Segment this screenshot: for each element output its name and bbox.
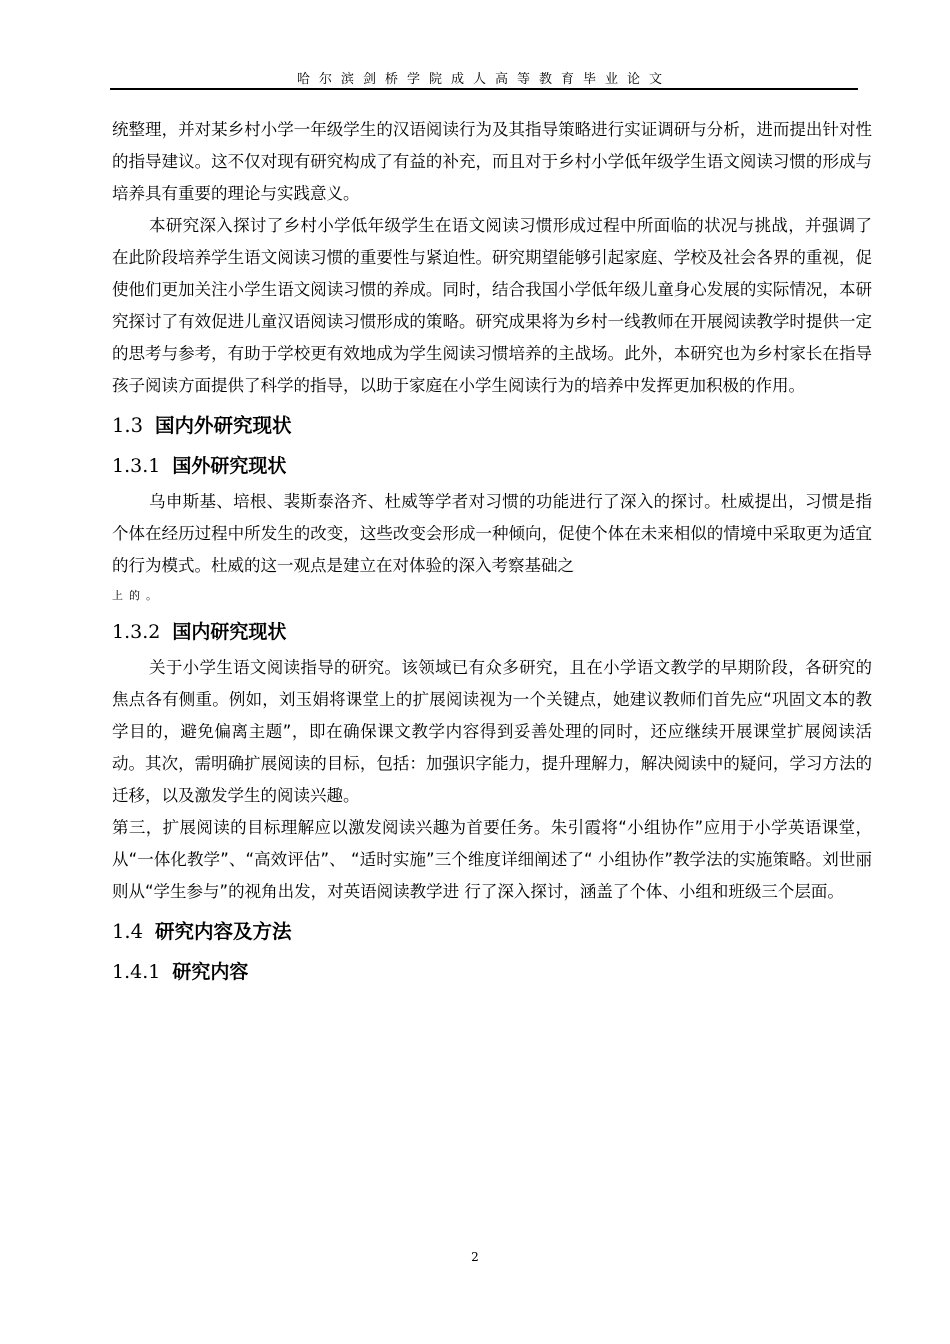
- subsection-heading: [112, 954, 872, 990]
- subsection-title: 国内研究现状: [172, 621, 287, 643]
- section-number: 1.4: [112, 920, 144, 943]
- subsection-heading: [112, 614, 872, 650]
- page-number: 2: [471, 1250, 479, 1264]
- paragraph: 统整理，并对某乡村小学一年级学生的汉语阅读行为及其指导策略进行实证调研与分析，进而提出针对性的指导建议。这不仅对现有研究构成了有益的补充，而且对于乡村小学低年级学生语文阅读习惯的形成与培养具有重要的理论与实践意义。: [112, 120, 872, 203]
- section-number: 1.3: [112, 414, 144, 437]
- section-heading: [112, 914, 872, 950]
- subsection-title: 国外研究现状: [172, 455, 287, 477]
- section-title: 研究内容及方法: [155, 920, 292, 943]
- running-header: 哈尔滨剑桥学院成人高等教育毕业论文: [296, 72, 671, 87]
- subsection-number: 1.3.1: [112, 455, 161, 477]
- section-heading: [112, 408, 872, 444]
- paragraph: 关于小学生语文阅读指导的研究。该领域已有众多研究，且在小学语文教学的早期阶段，各研究的焦点各有侧重。例如，刘玉娟将课堂上的扩展阅读视为一个关键点，她建议教师们首先应“巩固文本的教学目的，避免偏离主题”，即在确保课文教学内容得到妥善处理的同时，还应继续开展课堂扩展阅读活动。其次，需明确扩展阅读的目标，包括：加强识字能力，提升理解力，解决阅读中的疑问，学习方法的迁移，以及激发学生的阅读兴趣。: [112, 658, 872, 805]
- paragraph: 本研究深入探讨了乡村小学低年级学生在语文阅读习惯形成过程中所面临的状况与挑战，并强调了在此阶段培养学生语文阅读习惯的重要性与紧迫性。研究期望能够引起家庭、学校及社会各界的重视，促使他们更加关注小学生语文阅读习惯的养成。同时，结合我国小学低年级儿童身心发展的实际情况，本研究探讨了有效促进儿童汉语阅读习惯形成的策略。研究成果将为乡村一线教师在开展阅读教学时提供一定的思考与参考，有助于学校更有效地成为学生阅读习惯培养的主战场。此外，本研究也为乡村家长在指导孩子阅读方面提供了科学的指导，以助于家庭在小学生阅读行为的培养中发挥更加积极的作用。: [112, 216, 872, 395]
- paragraph: 乌申斯基、培根、裴斯泰洛齐、杜威等学者对习惯的功能进行了深入的探讨。杜威提出，习惯是指个体在经历过程中所发生的改变，这些改变会形成一种倾向，促使个体在未来相似的情境中采取更为适宜的行为模式。杜威的这一观点是建立在对体验的深入考察基础之: [112, 492, 872, 575]
- subsection-number: 1.4.1: [112, 961, 161, 983]
- paragraph-tail: 上的。: [112, 589, 163, 602]
- subsection-number: 1.3.2: [112, 621, 161, 643]
- section-title: 国内外研究现状: [155, 414, 292, 437]
- header-rule: [110, 88, 858, 90]
- page-body: [112, 114, 872, 992]
- subsection-title: 研究内容: [172, 961, 249, 983]
- subsection-heading: [112, 448, 872, 484]
- paragraph: 第三，扩展阅读的目标理解应以激发阅读兴趣为首要任务。朱引霞将“小组协作”应用于小学英语课堂，从“一体化教学”、“高效评估”、 “适时实施”三个维度详细阐述了“ 小组协作”教学法的实施策略。刘世丽则从“学生参与”的视角出发，对英语阅读教学进 行了深入探讨，涵盖了个体、小组和班级三个层面。: [112, 818, 872, 901]
